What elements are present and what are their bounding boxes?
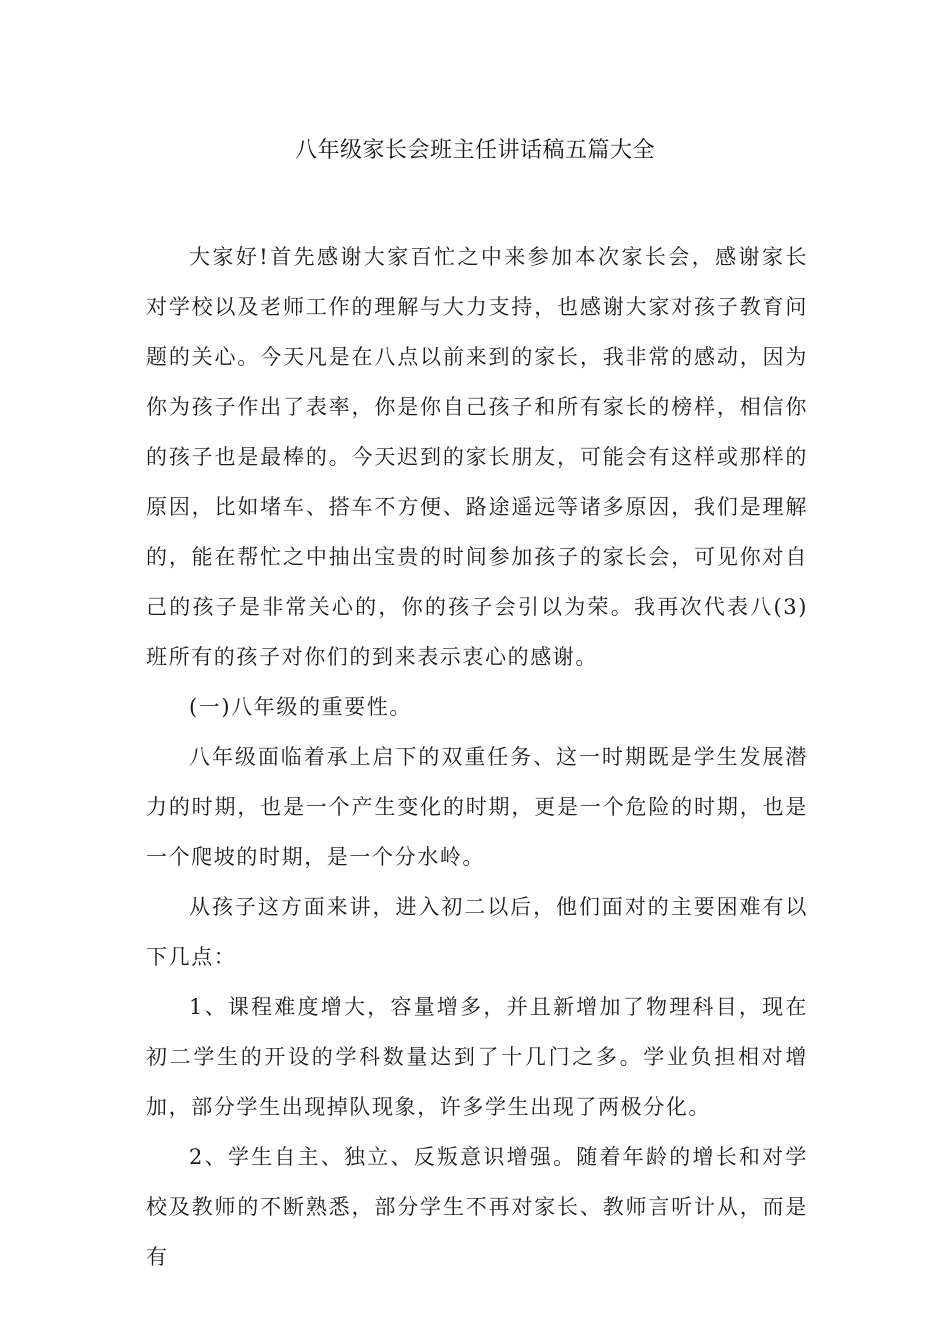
paragraph-point-2: 2、学生自主、独立、反叛意识增强。随着年龄的增长和对学校及教师的不断熟悉，部分学生不再对家长、教师言听计从，而是有 xyxy=(146,1145,808,1269)
paragraph-point-1: 1、课程难度增大，容量增多，并且新增加了物理科目，现在初二学生的开设的学科数量达到了十几门之多。学业负担相对增加，部分学生出现掉队现象，许多学生出现了两极分化。 xyxy=(146,995,808,1119)
paragraph-grade-importance: 八年级面临着承上启下的双重任务、这一时期既是学生发展潜力的时期，也是一个产生变化的时期，更是一个危险的时期，也是一个爬坡的时期，是一个分水岭。 xyxy=(146,745,808,869)
paragraph-section-heading: (一)八年级的重要性。 xyxy=(189,695,412,719)
document-title: 八年级家长会班主任讲话稿五篇大全 xyxy=(294,138,655,163)
paragraph-difficulties-intro: 从孩子这方面来讲，进入初二以后，他们面对的主要困难有以下几点： xyxy=(146,895,808,969)
paragraph-greeting: 大家好!首先感谢大家百忙之中来参加本次家长会，感谢家长对学校以及老师工作的理解与大力支持，也感谢大家对孩子教育问题的关心。今天凡是在八点以前来到的家长，我非常的感动，因为你为孩子作出了表率，你是你自己孩子和所有家长的榜样，相信你的孩子也是最棒的。今天迟到的家长朋友，可能会有这样或那样的原因，比如堵车、搭车不方便、路途遥远等诸多原因，我们是理解的，能在帮忙之中抽出宝贵的时间参加孩子的家长会，可见你对自己的孩子是非常关心的，你的孩子会引以为荣。我再次代表八(3)班所有的孩子对你们的到来表示衷心的感谢。 xyxy=(146,245,808,669)
document-body xyxy=(146,232,808,1282)
